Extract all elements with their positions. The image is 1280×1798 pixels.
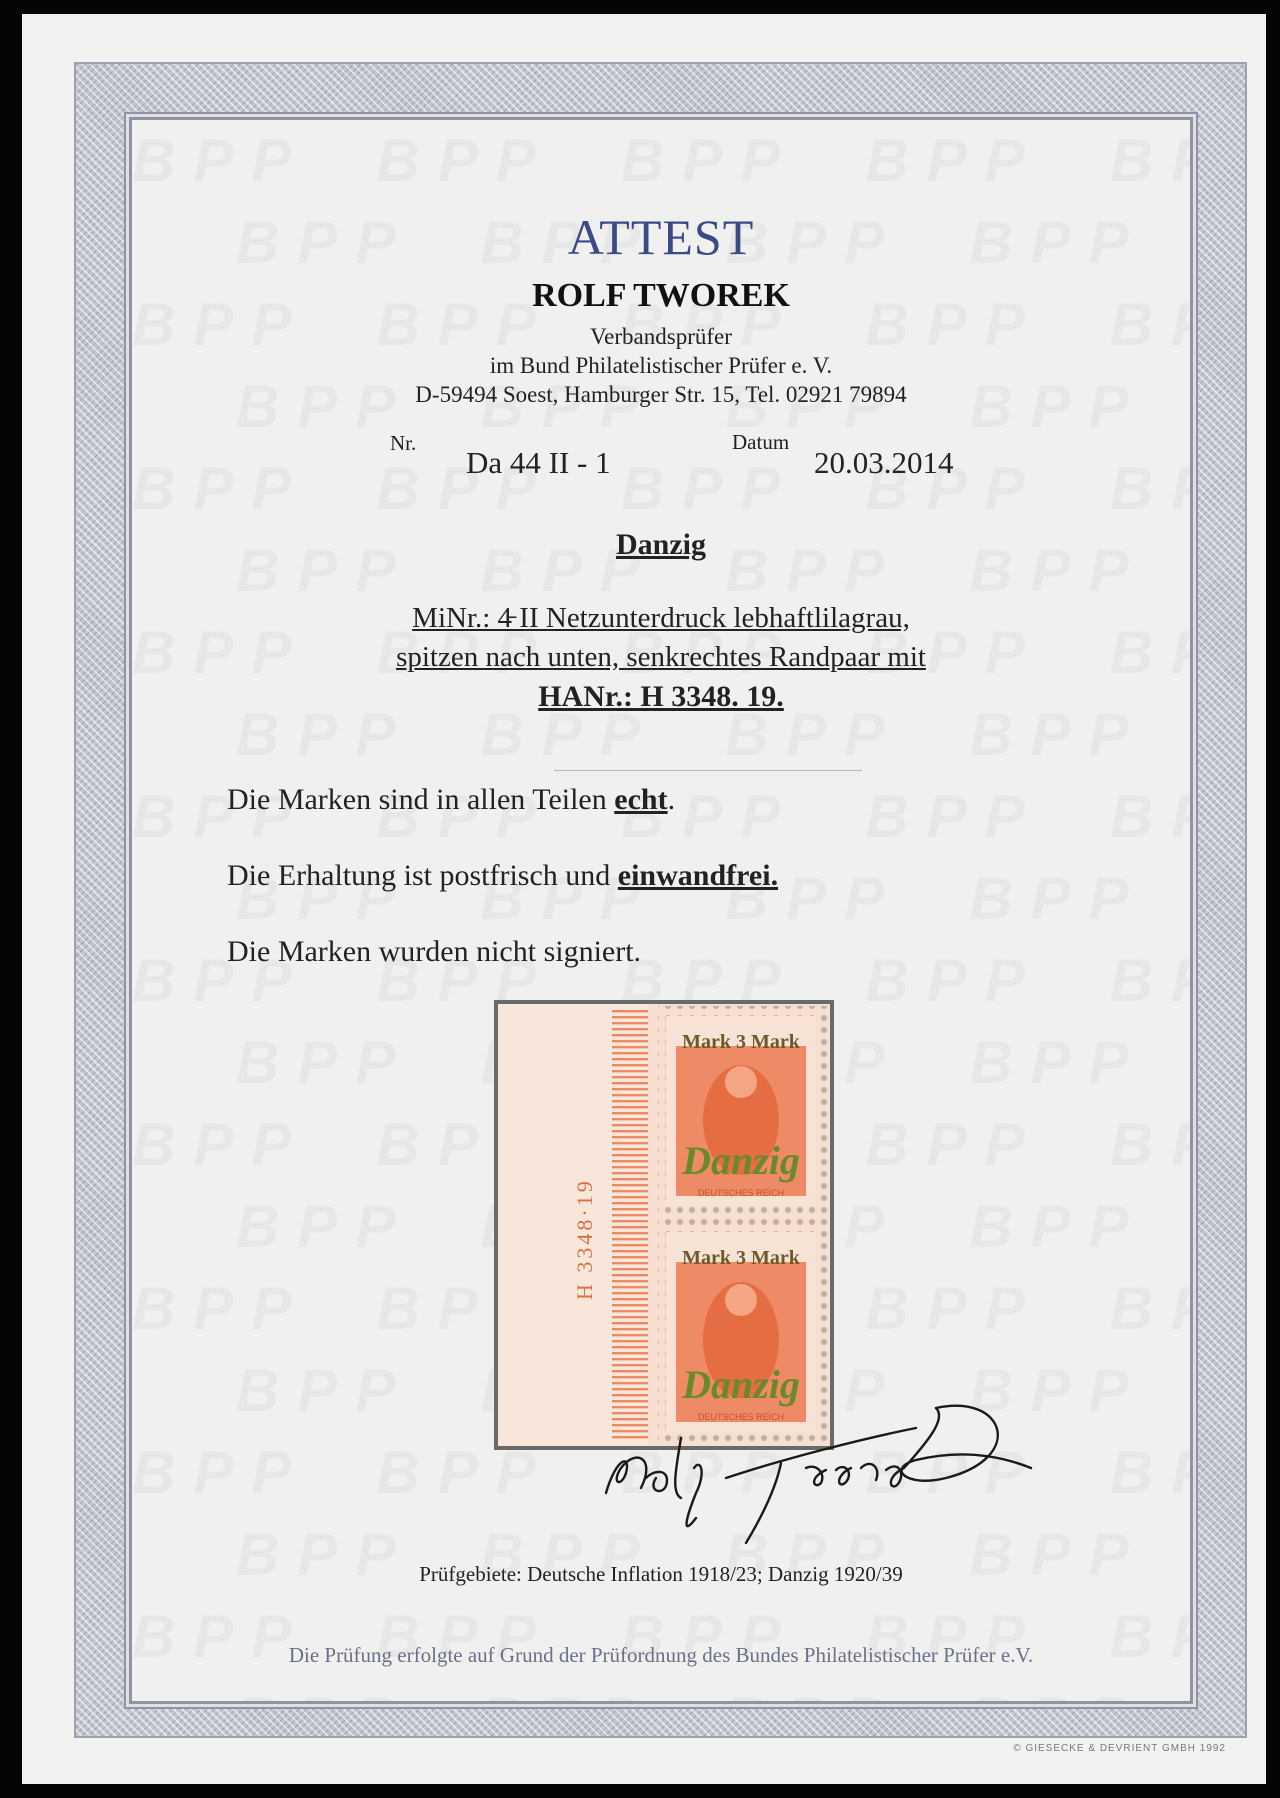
date-label: Datum: [732, 430, 790, 454]
item-description-line2: spitzen nach unten, senkrechtes Randpaar mit: [396, 641, 926, 673]
examiner-association: im Bund Philatelistischer Prüfer e. V.: [489, 353, 833, 378]
stamp-top-imprint: DEUTSCHES REICH: [697, 1188, 785, 1198]
stamp-bottom-imprint: DEUTSCHES REICH: [697, 1412, 785, 1422]
date-value: 20.03.2014: [814, 445, 954, 480]
certificate-paper: [22, 14, 1266, 1784]
statement-genuine: [227, 783, 675, 817]
printer-credit: © GIESECKE & DEVRIENT GMBH 1992: [1013, 1743, 1226, 1754]
stamp-top: [666, 1016, 816, 1206]
item-description-line3: HANr.: H 3348. 19.: [538, 680, 784, 713]
statement-signed: Die Marken wurden nicht signiert.: [227, 935, 642, 968]
statement-genuine-text: Die Marken sind in allen Teilen: [227, 783, 615, 816]
stamp-pair-image: [494, 1000, 834, 1450]
house-number: H 3348·19: [572, 1178, 597, 1300]
examiner-role: Verbandsprüfer: [590, 324, 732, 349]
nr-label: Nr.: [390, 431, 417, 455]
statement-condition-emphasis: einwandfrei.: [617, 859, 779, 892]
statement-genuine-end: .: [667, 783, 676, 816]
divider: [554, 770, 862, 771]
stamp-top-overprint: Danzig: [682, 1138, 800, 1183]
examiner-name: ROLF TWOREK: [532, 277, 790, 314]
stamp-bottom-value: Mark 3 Mark: [682, 1247, 800, 1269]
stamp-top-value: Mark 3 Mark: [682, 1031, 800, 1053]
statement-condition-text: Die Erhaltung ist postfrisch und: [227, 859, 618, 892]
examiner-signature: [586, 1398, 1036, 1548]
item-description-line1: MiNr.: 4̵ II Netzunterdruck lebhaftlilagrau,: [412, 602, 910, 634]
country-heading: Danzig: [616, 528, 706, 561]
statement-condition: [227, 859, 778, 893]
stamp-bottom-overprint: Danzig: [682, 1362, 800, 1407]
exam-fields: Prüfgebiete: Deutsche Inflation 1918/23; Danzig 1920/39: [419, 1562, 903, 1586]
statement-genuine-emphasis: echt: [614, 783, 668, 816]
nr-value: Da 44 II - 1: [466, 445, 611, 480]
examiner-address: D-59494 Soest, Hamburger Str. 15, Tel. 02921 79894: [415, 382, 907, 407]
exam-basis: Die Prüfung erfolgte auf Grund der Prüfordnung des Bundes Philatelistischer Prüfer e.V.: [288, 1643, 1034, 1667]
certificate-title: ATTEST: [567, 209, 755, 265]
certificate-body: [132, 120, 1190, 1701]
